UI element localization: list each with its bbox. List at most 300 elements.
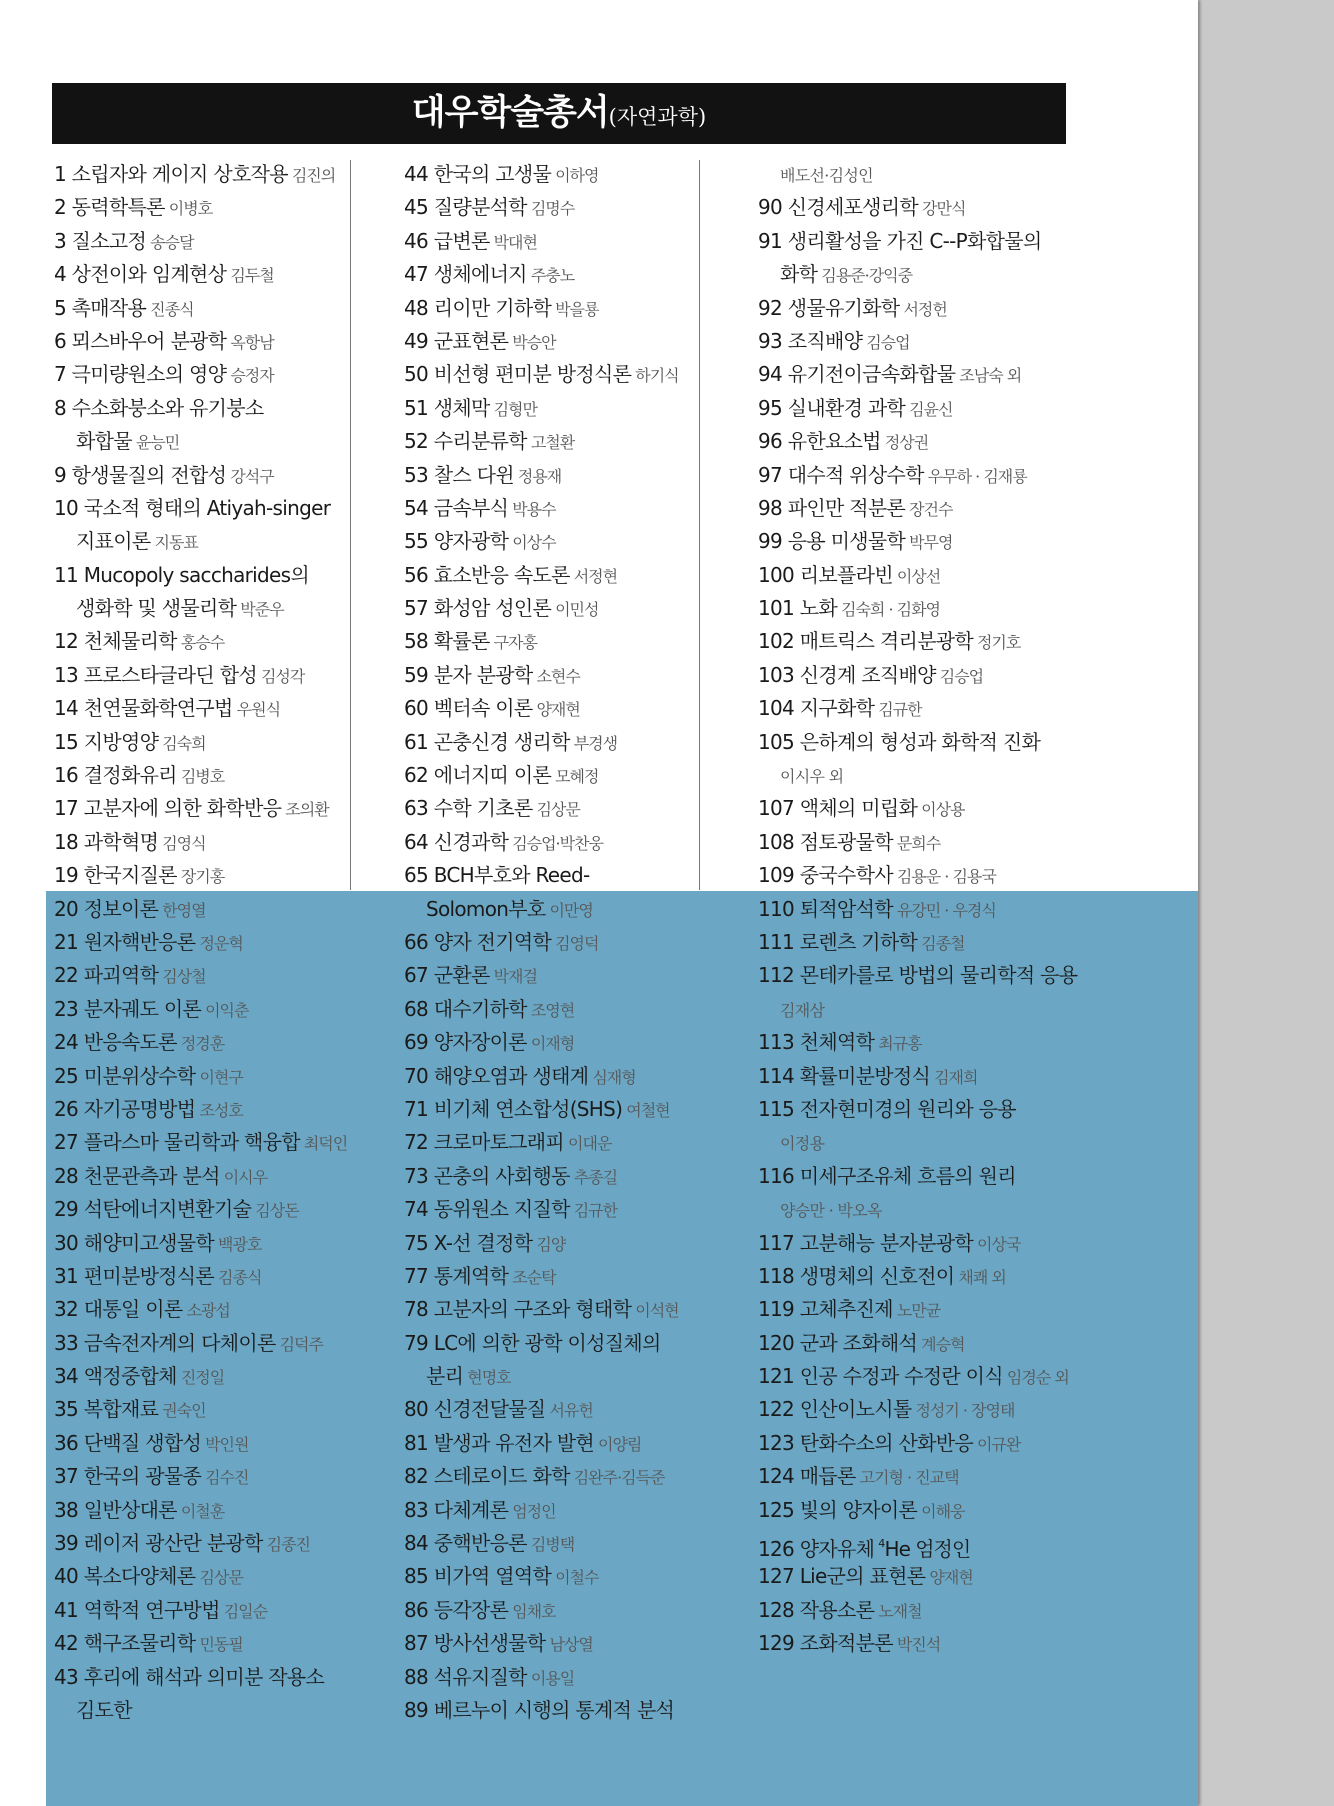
book-title: 지표이론 [76, 529, 151, 554]
book-title: 29 석탄에너지변환기술 [54, 1197, 252, 1222]
book-entry [404, 1627, 700, 1660]
book-author: 남상열 [549, 1635, 593, 1655]
book-title: 107 액체의 미립화 [758, 796, 918, 821]
book-entry [404, 1560, 700, 1593]
book-title: 46 급변론 [404, 228, 490, 253]
book-author: 정기호 [976, 633, 1021, 653]
book-author: 고기형 · 진교택 [859, 1468, 959, 1488]
book-entry [404, 726, 700, 759]
superscript: 4 [878, 1537, 885, 1551]
book-entry [404, 559, 700, 592]
book-entry [54, 392, 342, 425]
book-entry [404, 358, 700, 391]
book-entry [54, 726, 342, 759]
book-entry [404, 1694, 700, 1727]
book-entry [54, 1393, 342, 1426]
page-subtitle: (자연과학) [608, 105, 707, 129]
book-entry [758, 826, 1088, 859]
book-entry [54, 1227, 342, 1260]
book-title: 100 리보플라빈 [758, 562, 893, 587]
book-title: 7 극미량원소의 영양 [54, 362, 227, 387]
book-title: 20 정보이론 [54, 896, 159, 921]
book-title: 73 곤충의 사회행동 [404, 1163, 570, 1188]
book-entry [758, 1327, 1088, 1360]
book-author: 최덕인 [303, 1134, 348, 1154]
book-entry [404, 1327, 700, 1360]
book-entry [758, 1293, 1088, 1326]
book-author: 정운혁 [199, 933, 243, 953]
book-author: 조순탁 [512, 1267, 556, 1287]
book-title: 49 군표현론 [404, 328, 509, 353]
book-title: 17 고분자에 의한 화학반응 [54, 796, 282, 821]
book-title: 58 확률론 [404, 629, 490, 654]
book-author: 이대운 [568, 1134, 612, 1154]
book-entry [758, 1427, 1088, 1460]
book-entry [54, 225, 342, 258]
book-title: 121 인공 수정과 수정란 이식 [758, 1364, 1003, 1389]
book-author: 장기홍 [180, 867, 225, 887]
book-author: 김상돈 [255, 1201, 299, 1221]
book-title: 30 해양미고생물학 [54, 1230, 215, 1255]
book-entry-continuation [54, 592, 342, 625]
book-title: 89 베르누이 시행의 통계적 분석 [404, 1697, 675, 1722]
book-title: 125 빛의 양자이론 [758, 1497, 918, 1522]
book-title: 14 천연물화학연구법 [54, 696, 233, 721]
book-author: 강만식 [922, 199, 966, 219]
book-author: 이시우 [223, 1167, 268, 1187]
book-authors: 배도선·김성인 [780, 166, 873, 185]
book-title: 86 등각장론 [404, 1597, 509, 1622]
book-title: 24 반응속도론 [54, 1030, 177, 1055]
book-entry-continuation [54, 425, 342, 458]
book-title: 61 곤충신경 생리학 [404, 729, 570, 754]
book-entry [404, 1527, 700, 1560]
book-entry [54, 1293, 342, 1326]
book-author: 김상문 [199, 1568, 243, 1588]
book-title: 35 복합재료 [54, 1397, 159, 1422]
book-title: 65 BCH부호와 Reed- [404, 863, 590, 888]
book-entry [404, 1293, 700, 1326]
book-title: 40 복소다양체론 [54, 1564, 196, 1589]
book-title: 34 액정중합체 [54, 1364, 177, 1389]
book-author: 정용재 [517, 466, 562, 486]
book-author: 정성기 · 장영태 [915, 1401, 1015, 1421]
book-author: 김승업·박찬웅 [512, 833, 604, 853]
book-author: 홍승수 [180, 633, 225, 653]
book-entry [758, 926, 1088, 959]
book-author: 노만균 [896, 1301, 941, 1321]
book-entry [404, 325, 700, 358]
book-entry [54, 1560, 342, 1593]
book-entry [54, 1494, 342, 1527]
book-title: 44 한국의 고생물 [404, 162, 552, 186]
book-title: 117 고분해능 분자분광학 [758, 1230, 973, 1255]
book-entry [758, 1527, 1088, 1560]
book-author: 고철환 [530, 433, 575, 453]
book-title: 39 레이저 광산란 분광학 [54, 1531, 263, 1556]
book-author: 주충노 [530, 266, 575, 286]
book-entry [758, 1360, 1088, 1393]
book-author: 추종길 [573, 1167, 618, 1187]
book-author: 노재철 [878, 1601, 922, 1621]
book-author: 이하영 [555, 166, 599, 185]
book-title: 21 원자핵반응론 [54, 929, 196, 954]
book-author: 유강민 · 우경식 [896, 900, 996, 920]
book-author: 구자홍 [493, 633, 537, 653]
book-title: 6 뫼스바우어 분광학 [54, 328, 227, 353]
book-entry [54, 659, 342, 692]
book-title: 81 발생과 유전자 발현 [404, 1430, 594, 1455]
book-author: 김두철 [230, 266, 274, 286]
book-entry [54, 859, 342, 892]
book-author: 이양림 [597, 1434, 642, 1454]
book-author: 서유헌 [549, 1401, 593, 1421]
book-author: 이상용 [921, 800, 965, 820]
book-author: 조의환 [285, 800, 329, 820]
catalog-title-bar [52, 83, 1066, 144]
book-entry [758, 1393, 1088, 1426]
book-author: 민동필 [199, 1635, 243, 1655]
book-entry [404, 1494, 700, 1527]
book-title: 70 해양오염과 생태계 [404, 1063, 589, 1088]
book-title: 김도한 [76, 1697, 132, 1722]
book-title: 118 생명체의 신호전이 [758, 1263, 955, 1288]
book-author: 김영덕 [555, 933, 599, 953]
book-author: 한영열 [162, 900, 206, 920]
book-author: 강석구 [230, 466, 274, 486]
book-author: 김승업 [866, 332, 910, 352]
book-author: 조영현 [530, 1000, 575, 1020]
book-entry-continuation [404, 1360, 700, 1393]
book-title: 55 양자광학 [404, 529, 509, 554]
book-entry [758, 459, 1088, 492]
book-author: 모혜정 [555, 767, 599, 787]
book-author: 박승안 [512, 332, 556, 352]
book-author: 김숙희 [162, 733, 206, 753]
book-author: 김양 [536, 1234, 566, 1254]
book-entry [404, 191, 700, 224]
book-title: 126 양자유체 [758, 1537, 875, 1562]
book-title: 88 석유지질학 [404, 1664, 527, 1689]
book-entry [404, 959, 700, 992]
book-title: 56 효소반응 속도론 [404, 562, 570, 587]
book-entry [758, 893, 1088, 926]
book-title: 8 수소화붕소와 유기붕소 [54, 395, 264, 420]
book-entry [54, 325, 342, 358]
book-author: 박용수 [512, 499, 556, 519]
book-title: 48 리이만 기하학 [404, 295, 552, 320]
book-entry [54, 1427, 342, 1460]
book-entry [404, 1427, 700, 1460]
book-title: 60 벡터속 이론 [404, 696, 533, 721]
book-entry [758, 1160, 1088, 1193]
book-title: 116 미세구조유체 흐름의 원리 [758, 1163, 1016, 1188]
book-title: 127 Lie군의 표현론 [758, 1564, 926, 1589]
book-title: 50 비선형 편미분 방정식론 [404, 362, 632, 387]
book-entry [404, 1026, 700, 1059]
book-title: 108 점토광물학 [758, 829, 893, 854]
book-entry [54, 191, 342, 224]
book-title: 97 대수적 위상수학 [758, 462, 924, 487]
book-entry [404, 1193, 700, 1226]
book-author: 박무영 [909, 533, 953, 553]
book-entry [758, 1093, 1088, 1126]
book-entry [404, 1460, 700, 1493]
book-entry [404, 392, 700, 425]
column-divider-1 [350, 160, 351, 890]
book-title: 75 X-선 결정학 [404, 1230, 533, 1255]
book-title: 43 후리에 해석과 의미분 작용소 [54, 1664, 325, 1689]
book-author: 이병호 [168, 199, 213, 219]
book-author: 김덕주 [279, 1334, 323, 1354]
book-author: 진종식 [150, 299, 194, 319]
book-title: 2 동력학특론 [54, 195, 165, 220]
book-title: 67 군환론 [404, 963, 490, 988]
book-entry [758, 392, 1088, 425]
book-author: 여철현 [626, 1100, 670, 1120]
book-author: 우원식 [236, 700, 281, 720]
page-title: 대우학술총서 [411, 93, 609, 133]
book-entry [404, 158, 700, 191]
book-author: 우무하 · 김재룡 [927, 466, 1027, 486]
book-title: 112 몬테카를로 방법의 물리학적 응용 [758, 963, 1078, 988]
book-entry [54, 1193, 342, 1226]
book-entry [54, 1126, 348, 1159]
book-author: 김규한 [878, 700, 922, 720]
book-author: 정상권 [884, 433, 929, 453]
book-title: 23 분자궤도 이론 [54, 996, 202, 1021]
book-entry [54, 1661, 342, 1694]
book-entry [54, 1527, 342, 1560]
book-author: 김상철 [162, 967, 206, 987]
book-author: 서정현 [573, 566, 618, 586]
book-author: 이석현 [635, 1301, 679, 1321]
book-entry-continuation [54, 525, 342, 558]
book-entry [758, 425, 1088, 458]
book-title: 92 생물유기화학 [758, 295, 900, 320]
book-entry [54, 1627, 342, 1660]
book-author: 임경순 외 [1006, 1368, 1069, 1388]
book-title: 32 대통일 이론 [54, 1297, 183, 1322]
book-author: 김명수 [530, 199, 575, 219]
book-entry [758, 325, 1088, 358]
book-title: 72 크로마토그래피 [404, 1130, 565, 1155]
book-author: 양재현 [536, 700, 580, 720]
book-author: 이민성 [555, 600, 599, 620]
book-title: 87 방사선생물학 [404, 1631, 546, 1656]
book-entry [404, 1060, 700, 1093]
book-entry [404, 225, 700, 258]
book-author: 문희수 [896, 833, 941, 853]
book-title: 화합물 [76, 429, 132, 454]
book-author: 이용일 [530, 1668, 575, 1688]
book-author: 심재형 [592, 1067, 636, 1087]
book-author: 김승업 [939, 666, 984, 686]
book-title: Solomon부호 [426, 896, 546, 921]
book-title: 128 작용소론 [758, 1597, 875, 1622]
book-entry [54, 893, 342, 926]
book-author: 이해웅 [921, 1501, 965, 1521]
book-title: 66 양자 전기역학 [404, 929, 552, 954]
book-title: 38 일반상대론 [54, 1497, 177, 1522]
book-list-column-2 [404, 158, 700, 1727]
book-title: 102 매트릭스 격리분광학 [758, 629, 973, 654]
book-title: 109 중국수학사 [758, 863, 893, 888]
book-title: 41 역학적 연구방법 [54, 1597, 220, 1622]
book-author: 박인원 [205, 1434, 249, 1454]
book-author: 박을룡 [555, 299, 599, 319]
book-author: 김병호 [180, 767, 225, 787]
book-author: 김완주·김득준 [573, 1468, 665, 1488]
book-author: 이철훈 [180, 1501, 225, 1521]
book-entry [404, 525, 700, 558]
book-author: 김성각 [260, 666, 305, 686]
book-author: 김형만 [493, 399, 537, 419]
book-author: 최규홍 [878, 1034, 922, 1054]
book-title: 122 인산이노시톨 [758, 1397, 912, 1422]
book-title: 111 로렌츠 기하학 [758, 929, 918, 954]
book-title: 13 프로스타글라딘 합성 [54, 662, 257, 687]
book-entry [54, 158, 342, 191]
book-author: 조성호 [199, 1100, 243, 1120]
book-title: 47 생체에너지 [404, 262, 527, 287]
book-author: 김수진 [205, 1468, 249, 1488]
book-title: 42 핵구조물리학 [54, 1631, 196, 1656]
book-title: 71 비기체 연소합성(SHS) [404, 1096, 623, 1121]
book-title: 54 금속부식 [404, 495, 509, 520]
book-entry [404, 592, 700, 625]
book-entry [404, 926, 700, 959]
book-entry [54, 292, 342, 325]
book-entry [404, 492, 700, 525]
book-author: 김상문 [536, 800, 580, 820]
book-entry [404, 1594, 700, 1627]
book-author: 현명호 [467, 1368, 511, 1388]
book-title: 19 한국지질론 [54, 863, 177, 888]
book-title: 36 단백질 생합성 [54, 1430, 202, 1455]
book-title: 90 신경세포생리학 [758, 195, 919, 220]
book-entry [54, 993, 342, 1026]
book-entry [54, 1060, 342, 1093]
book-title: 37 한국의 광물종 [54, 1464, 202, 1489]
book-list-column-3 [758, 158, 1088, 1661]
book-entry [54, 1160, 342, 1193]
book-author: 계승혁 [921, 1334, 965, 1354]
book-entry [404, 258, 700, 291]
book-entry [404, 792, 700, 825]
book-author: 송승달 [150, 232, 194, 252]
book-title: 생화학 및 생물리학 [76, 596, 237, 621]
book-entry [758, 1627, 1088, 1660]
book-entry [54, 1360, 342, 1393]
book-author: 박준우 [240, 600, 284, 620]
book-entry [54, 559, 342, 592]
book-author: 권숙인 [162, 1401, 206, 1421]
book-title: 1 소립자와 게이지 상호작용 [54, 162, 288, 186]
book-entry [54, 1026, 342, 1059]
book-author: 이재형 [530, 1034, 575, 1054]
book-entry [758, 559, 1088, 592]
book-title: 101 노화 [758, 596, 837, 621]
book-title: 4 상전이와 임계현상 [54, 262, 227, 287]
book-entry [54, 1260, 342, 1293]
book-entry [404, 659, 700, 692]
book-title: 3 질소고정 [54, 228, 147, 253]
book-title: 64 신경과학 [404, 829, 509, 854]
book-author: 이상수 [512, 533, 556, 553]
book-title: 69 양자장이론 [404, 1030, 527, 1055]
book-title: 113 천체역학 [758, 1030, 875, 1055]
book-entry [758, 1060, 1088, 1093]
book-author: 부경생 [573, 733, 618, 753]
book-title: 11 Mucopoly saccharides의 [54, 562, 309, 587]
book-entry [404, 1661, 700, 1694]
book-title: 85 비가역 열역학 [404, 1564, 552, 1589]
book-title: 91 생리활성을 가진 C--P화합물의 [758, 228, 1042, 253]
book-title: 79 LC에 의한 광학 이성질체의 [404, 1330, 661, 1355]
book-author: 백광호 [218, 1234, 262, 1254]
book-entry [404, 1126, 700, 1159]
book-entry [758, 1594, 1088, 1627]
book-author: 채쾌 외 [958, 1267, 1006, 1287]
book-title: 80 신경전달물질 [404, 1397, 546, 1422]
book-author: 박진석 [896, 1635, 941, 1655]
book-entry [758, 692, 1088, 725]
book-entry [404, 1260, 700, 1293]
book-author: 김진의 [291, 166, 336, 185]
book-title: 16 결정화유리 [54, 763, 177, 788]
book-title: 28 천문관측과 분석 [54, 1163, 220, 1188]
book-entry [758, 625, 1088, 658]
book-author: 김종식 [218, 1267, 262, 1287]
book-title: 27 플라스마 물리학과 핵융합 [54, 1130, 300, 1155]
book-author: 하기식 [635, 366, 679, 386]
book-title: 25 미분위상수학 [54, 1063, 196, 1088]
book-entry [54, 1327, 342, 1360]
book-author: 김용운 · 김용국 [896, 867, 996, 887]
book-entry [758, 191, 1088, 224]
book-title: 93 조직배양 [758, 328, 863, 353]
book-entry [404, 1093, 700, 1126]
book-title: 18 과학혁명 [54, 829, 159, 854]
book-title: 26 자기공명방법 [54, 1096, 196, 1121]
book-entry [758, 358, 1088, 391]
book-author: 김종진 [266, 1535, 310, 1555]
book-title: 15 지방영양 [54, 729, 159, 754]
book-author: 윤능민 [135, 433, 180, 453]
book-author: 이만영 [549, 900, 593, 920]
book-entry [54, 625, 342, 658]
book-author: 서정헌 [903, 299, 947, 319]
book-title: 12 천체물리학 [54, 629, 177, 654]
book-author: 김용준·강익중 [821, 266, 913, 286]
book-title: 99 응용 미생물학 [758, 529, 906, 554]
book-title: 120 군과 조화해석 [758, 1330, 918, 1355]
book-entry [404, 1227, 700, 1260]
book-title: 22 파괴역학 [54, 963, 159, 988]
book-title: 103 신경계 조직배양 [758, 662, 936, 687]
book-title: 63 수학 기초론 [404, 796, 533, 821]
book-author: 소광섭 [186, 1301, 230, 1321]
book-entry [54, 459, 342, 492]
book-entry [404, 459, 700, 492]
book-authors: 김재삼 [780, 1000, 825, 1020]
book-title: 53 찰스 다윈 [404, 462, 514, 487]
book-title: 94 유기전이금속화합물 [758, 362, 956, 387]
book-author: 김규한 [573, 1201, 618, 1221]
book-entry [758, 292, 1088, 325]
book-title: 105 은하계의 형성과 화학적 진화 [758, 729, 1041, 754]
